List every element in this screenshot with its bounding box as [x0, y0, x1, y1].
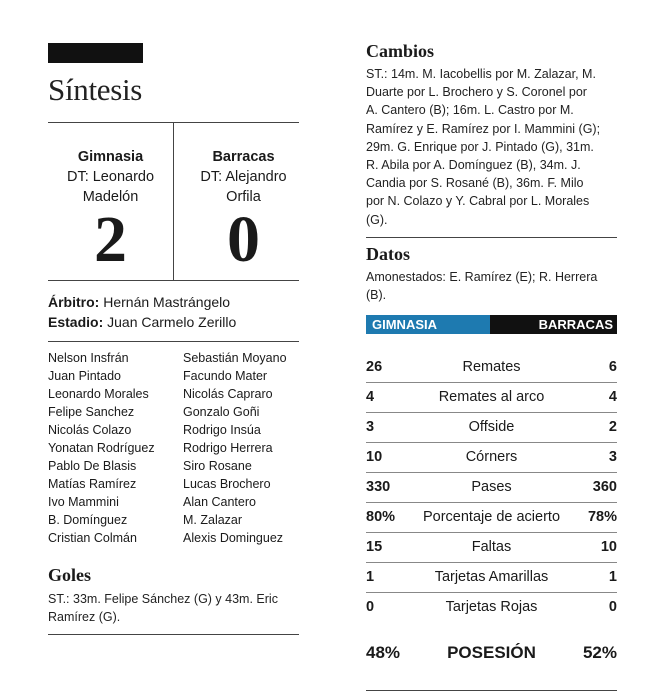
stat-label: Pases [471, 479, 512, 495]
possession-home: 48% [366, 643, 401, 662]
player: Leonardo Morales [48, 387, 149, 401]
player: Pablo De Blasis [48, 459, 137, 473]
stat-home-value: 1 [366, 569, 375, 585]
stat-away-value: 4 [608, 389, 617, 405]
page-title: Síntesis [48, 72, 143, 107]
stat-away-value: 10 [600, 539, 617, 555]
stat-row [366, 443, 617, 473]
stat-home-value: 26 [366, 359, 383, 375]
player: Lucas Brochero [183, 477, 271, 491]
player: Yonatan Rodríguez [48, 441, 155, 455]
stat-label: Remates [462, 359, 521, 375]
header-bar [48, 43, 143, 63]
home-coach: Madelón [82, 189, 139, 205]
cambios-title: Cambios [366, 41, 435, 61]
goles-text: ST.: 33m. Felipe Sánchez (G) y 43m. Eric Ramírez (G). [48, 592, 278, 625]
stat-row [366, 473, 617, 503]
stats-header [366, 315, 617, 334]
stat-home-value: 10 [366, 449, 383, 465]
stat-home-value: 0 [366, 599, 375, 615]
player: Siro Rosane [183, 459, 252, 473]
player: Rodrigo Insúa [183, 423, 261, 437]
stat-home-value: 330 [366, 479, 391, 495]
stat-row [366, 413, 617, 443]
home-lineup [48, 349, 155, 547]
divider [48, 280, 299, 281]
stat-home-value: 15 [366, 539, 383, 555]
stat-away-value: 2 [608, 419, 617, 435]
home-team-name: Gimnasia [77, 149, 144, 165]
player: Nelson Insfrán [48, 351, 129, 365]
stat-label: Porcentaje de acierto [422, 509, 561, 525]
divider [48, 341, 299, 342]
player: Gonzalo Goñi [183, 405, 260, 419]
stats-header-home: GIMNASIA [366, 315, 490, 334]
stat-home-value: 4 [366, 389, 375, 405]
home-coach: DT: Leonardo [66, 169, 155, 185]
stat-away-value: 3 [608, 449, 617, 465]
datos-text: Amonestados: E. Ramírez (E); R. Herrera (B). [366, 270, 598, 303]
divider [173, 122, 174, 280]
player: Alexis Dominguez [183, 531, 284, 545]
away-coach: Orfila [226, 189, 261, 205]
divider [366, 237, 617, 238]
player: Felipe Sanchez [48, 405, 135, 419]
stadium: Estadio: Juan Carmelo Zerillo [48, 314, 237, 330]
stat-row [366, 383, 617, 413]
home-team [48, 147, 173, 207]
stat-row [366, 353, 617, 383]
stat-away-value: 360 [592, 479, 617, 495]
home-score: 2 [94, 203, 127, 276]
cambios-text: ST.: 14m. M. Iacobellis por M. Zalazar, M. Duarte por L. Brochero y S. Coronel por A. Cantero (B); 16m. L. Castro por M. Ramírez y E. Ramírez por I. Mammini (G); 29m. G. Enrique por J. Pintado (G), 31m. R. Abila por A. Domínguez (B), 34m. J. Candia por S. Rosané (B), 36m. F. Milo por N. Colazo y Y. Cabral por L. Morales (G). [366, 67, 601, 227]
player: Sebastián Moyano [183, 351, 287, 365]
divider [48, 634, 299, 635]
possession-away: 52% [582, 643, 617, 662]
stat-label: Offside [468, 419, 515, 435]
away-team [181, 147, 306, 207]
stat-label: Tarjetas Amarillas [434, 569, 549, 585]
player: B. Domínguez [48, 513, 128, 527]
datos-title: Datos [366, 244, 410, 264]
player: Matías Ramírez [48, 477, 137, 491]
stat-row [366, 533, 617, 563]
away-score: 0 [227, 203, 260, 276]
player: Nicolás Capraro [183, 387, 273, 401]
player: Rodrigo Herrera [183, 441, 273, 455]
stat-home-value: 3 [366, 419, 375, 435]
stat-row [366, 563, 617, 593]
stat-away-value: 0 [608, 599, 617, 615]
player: Nicolás Colazo [48, 423, 132, 437]
stat-away-value: 78% [587, 509, 617, 525]
player: Juan Pintado [48, 369, 121, 383]
stat-away-value: 6 [608, 359, 617, 375]
stat-home-value: 80% [366, 509, 396, 525]
player: Facundo Mater [183, 369, 268, 383]
stat-label: Córners [465, 449, 518, 465]
away-lineup [183, 349, 287, 547]
player: Alan Cantero [183, 495, 256, 509]
stats-header-away: BARRACAS [490, 315, 617, 334]
player: Ivo Mammini [48, 495, 119, 509]
possession-label: POSESIÓN [447, 643, 536, 662]
away-coach: DT: Alejandro [200, 169, 287, 185]
stat-label: Faltas [471, 539, 512, 555]
away-team-name: Barracas [212, 149, 275, 165]
player: Cristian Colmán [48, 531, 137, 545]
player: M. Zalazar [183, 513, 243, 527]
stat-label: Tarjetas Rojas [445, 599, 538, 615]
stat-row [366, 503, 617, 533]
stat-away-value: 1 [608, 569, 617, 585]
goles-title: Goles [48, 565, 91, 585]
stat-label: Remates al arco [438, 389, 545, 405]
referee: Árbitro: Hernán Mastrángelo [48, 294, 231, 310]
stat-row [366, 593, 617, 623]
